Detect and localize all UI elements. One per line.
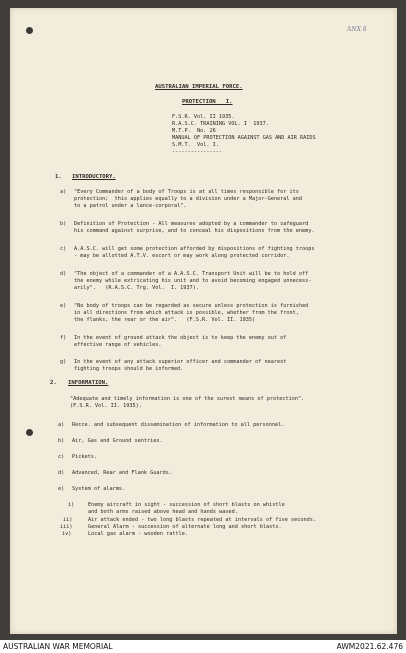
- section-number: 1.: [55, 174, 62, 180]
- item-line: fighting troops should be informed.: [74, 366, 184, 372]
- reference-rule: ----------------: [172, 149, 222, 155]
- item-line: Advanced, Rear and Flank Guards.: [72, 470, 172, 476]
- quote-line: (F.S.R. Vol. II. 1935).: [70, 403, 142, 409]
- item-label: d): [60, 271, 67, 277]
- reference-line: R.A.S.C. TRAINING VOL. I 1937.: [172, 121, 269, 127]
- archive-reference: AWM2021.62.476: [336, 642, 403, 651]
- item-label: g): [60, 359, 67, 365]
- item-label: a): [60, 189, 67, 195]
- quote-line: "Adequate and timely information is one of the surest means of protection".: [70, 396, 305, 402]
- item-line: System of alarms.: [72, 486, 126, 492]
- item-line: "Every Commander of a body of Troops is at all times responsible for its: [74, 189, 299, 195]
- reference-line: M.T.P. No. 26: [172, 128, 216, 134]
- item-line: arily". (R.A.S.C. Trg. Vol. I. 1937).: [74, 285, 199, 291]
- alarm-label: iii): [60, 524, 73, 530]
- item-label: e): [58, 486, 65, 492]
- item-line: "No body of troops can be regarded as secure unless protection is furnished: [74, 303, 309, 309]
- punch-hole: [26, 429, 33, 436]
- alarm-line: Enemy aircraft in sight - succession of short blasts on whistle: [88, 502, 285, 508]
- alarm-line: Air attack ended - two long blasts repeated at intervals of five seconds.: [88, 517, 316, 523]
- org-heading: AUSTRALIAN IMPERIAL FORCE.: [155, 84, 243, 90]
- item-line: Air, Gas and Ground sentries.: [72, 438, 163, 444]
- section-number: 2.: [50, 380, 57, 386]
- item-line: In the event of any attack superior officer and commander of nearest: [74, 359, 287, 365]
- reference-line: F.S.R. Vol. II 1935.: [172, 114, 235, 120]
- item-line: In the event of ground attack the object is to keep the enemy out of: [74, 335, 287, 341]
- document-page: [10, 8, 397, 634]
- section-heading: INFORMATION.: [68, 380, 109, 386]
- item-line: effective range of vehicles.: [74, 342, 162, 348]
- archive-name: AUSTRALIAN WAR MEMORIAL: [3, 642, 113, 651]
- alarm-label: i): [68, 502, 75, 508]
- item-line: the enemy while extricating his unit and to avoid becoming engaged unnecess-: [74, 278, 312, 284]
- alarm-line: General Alarm - succession of alternate long and short blasts.: [88, 524, 282, 530]
- item-label: a): [58, 422, 65, 428]
- alarm-line: Local gas alarm - wooden rattle.: [88, 531, 188, 537]
- item-line: protection; this applies equally to a division under a Major-General and: [74, 196, 302, 202]
- punch-hole: [26, 27, 33, 34]
- document-title: PROTECTION I.: [182, 99, 233, 105]
- item-line: Pickets.: [72, 454, 97, 460]
- item-line: his command against surprise, and to conceal his dispositions from the enemy.: [74, 228, 315, 234]
- handwritten-annotation: ANX 8: [347, 26, 367, 33]
- item-label: b): [60, 221, 67, 227]
- section-heading: INTRODUCTORY.: [72, 174, 116, 180]
- reference-line: MANUAL OF PROTECTION AGAINST GAS AND AIR RAIDS: [172, 135, 316, 141]
- item-line: A.A.S.C. will get some protection afforded by dispositions of fighting troops: [74, 246, 315, 252]
- alarm-label: iv): [62, 531, 72, 537]
- reference-line: S.M.T. Vol. I.: [172, 142, 219, 148]
- archive-footer: [0, 640, 406, 653]
- alarm-label: ii): [63, 517, 73, 523]
- item-label: c): [60, 246, 67, 252]
- alarm-line: and both arms raised above head and hands waved.: [88, 509, 238, 515]
- item-line: to a patrol under a lance-corporal".: [74, 203, 187, 209]
- item-label: c): [58, 454, 65, 460]
- item-label: b): [58, 438, 65, 444]
- item-line: "The object of a commander of a A.A.S.C. Transport Unit will be to hold off: [74, 271, 309, 277]
- item-line: in all directions from which attack is possible, whether from the front,: [74, 310, 299, 316]
- item-label: f): [60, 335, 67, 341]
- item-line: Definition of Protection - All measures adopted by a commander to safeguard: [74, 221, 309, 227]
- item-label: d): [58, 470, 65, 476]
- item-line: the flanks, the rear or the air". (F.S.R. Vol. II. 1935): [74, 317, 256, 323]
- item-line: - may be allotted A.T.V. escort or may work along protected corridor.: [74, 253, 290, 259]
- item-line: Recce. and subsequent dissemination of information to all personnel.: [72, 422, 285, 428]
- item-label: e): [60, 303, 67, 309]
